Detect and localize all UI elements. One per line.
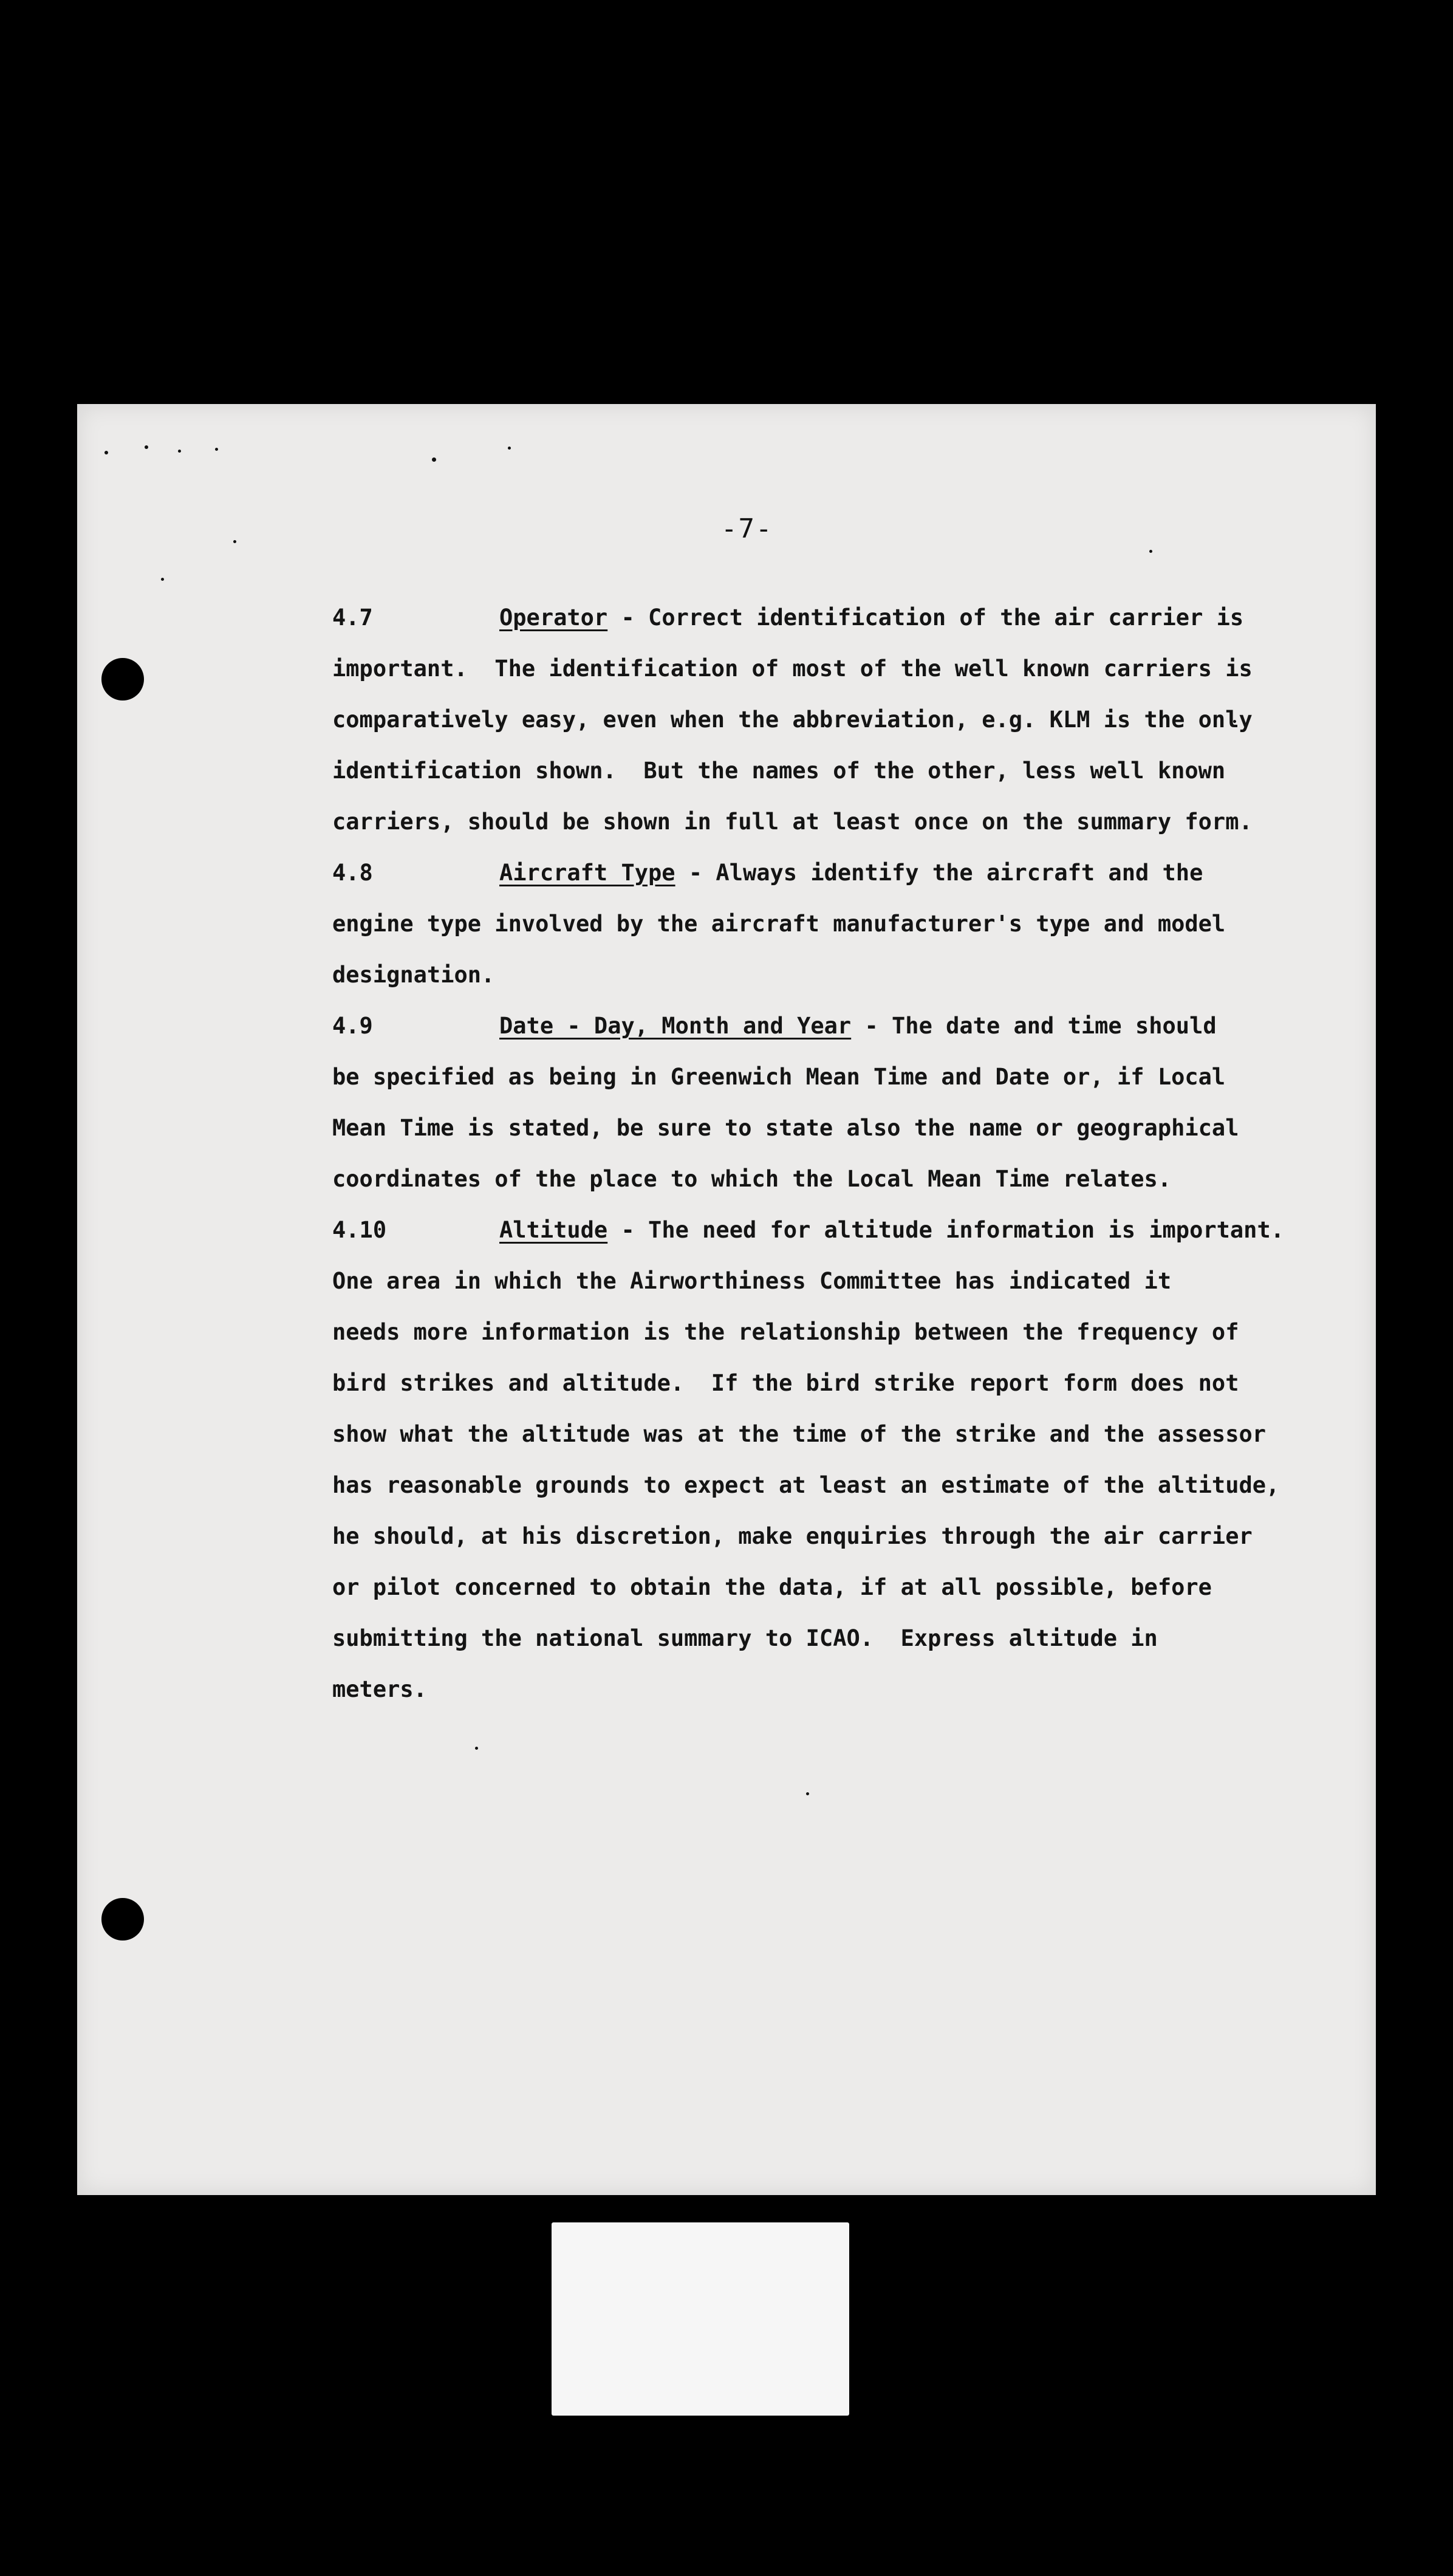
paragraph-4-7 — [332, 592, 1335, 848]
document-page — [77, 404, 1376, 2195]
paragraph-first-line — [332, 1205, 1335, 1256]
heading-rest: - The date and time should — [851, 1013, 1217, 1039]
section-heading: Altitude — [499, 1217, 608, 1243]
section-heading: Aircraft Type — [499, 860, 675, 886]
text-line: needs more information is the relationship between the frequency of — [332, 1319, 1239, 1345]
punch-hole — [101, 658, 144, 701]
text-line: he should, at his discretion, make enquiries through the air carrier — [332, 1523, 1253, 1549]
text-line: be specified as being in Greenwich Mean Time and Date or, if Local — [332, 1064, 1226, 1090]
section-heading: Date - Day, Month and Year — [499, 1013, 852, 1039]
text-line: comparatively easy, even when the abbreviation, e.g. KLM is the only — [332, 707, 1253, 733]
text-line: or pilot concerned to obtain the data, if at all possible, before — [332, 1574, 1212, 1600]
dust-speck — [161, 578, 164, 581]
dust-speck — [104, 451, 108, 454]
paragraph-4-8 — [332, 848, 1335, 1001]
section-number: 4.8 — [332, 860, 373, 886]
text-line: One area in which the Airworthiness Committee has indicated it — [332, 1268, 1172, 1294]
text-line: show what the altitude was at the time of the strike and the assessor — [332, 1421, 1267, 1447]
dust-speck — [178, 450, 181, 453]
text-line: identification shown. But the names of the other, less well known — [332, 758, 1226, 784]
paragraph-first-line — [332, 848, 1335, 899]
text-line: coordinates of the place to which the Local Mean Time relates. — [332, 1166, 1172, 1192]
blank-target-card — [552, 2222, 849, 2416]
dust-speck — [1149, 550, 1152, 553]
dust-speck — [432, 457, 436, 462]
text-line: carriers, should be shown in full at least once on the summary form. — [332, 809, 1253, 835]
text-line: engine type involved by the aircraft manufacturer's type and model — [332, 911, 1226, 937]
page-number: -7- — [721, 513, 773, 544]
paragraph-4-10 — [332, 1205, 1335, 1715]
section-number: 4.9 — [332, 1013, 373, 1039]
dust-speck — [475, 1747, 478, 1750]
dust-speck — [233, 540, 236, 543]
text-line: has reasonable grounds to expect at least an estimate of the altitude, — [332, 1472, 1280, 1498]
section-number: 4.10 — [332, 1217, 387, 1243]
heading-rest: - Always identify the aircraft and the — [675, 860, 1203, 886]
paragraph-4-9 — [332, 1001, 1335, 1205]
dust-speck — [215, 448, 218, 451]
text-line: Mean Time is stated, be sure to state also the name or geographical — [332, 1115, 1239, 1141]
text-line: meters. — [332, 1676, 427, 1702]
dust-speck — [145, 445, 148, 449]
paragraph-first-line — [332, 1001, 1335, 1052]
heading-rest: - The need for altitude information is important. — [607, 1217, 1285, 1243]
text-line: designation. — [332, 962, 495, 988]
section-heading: Operator — [499, 605, 608, 631]
paragraph-first-line — [332, 592, 1335, 643]
punch-hole — [101, 1898, 144, 1941]
dust-speck — [806, 1792, 809, 1795]
text-line: important. The identification of most of the well known carriers is — [332, 656, 1253, 682]
section-number: 4.7 — [332, 605, 373, 631]
text-line: submitting the national summary to ICAO. Express altitude in — [332, 1625, 1158, 1651]
document-body — [332, 592, 1335, 1715]
dust-speck — [508, 447, 511, 450]
text-line: bird strikes and altitude. If the bird strike report form does not — [332, 1370, 1239, 1396]
heading-rest: - Correct identification of the air carrier is — [607, 605, 1244, 631]
